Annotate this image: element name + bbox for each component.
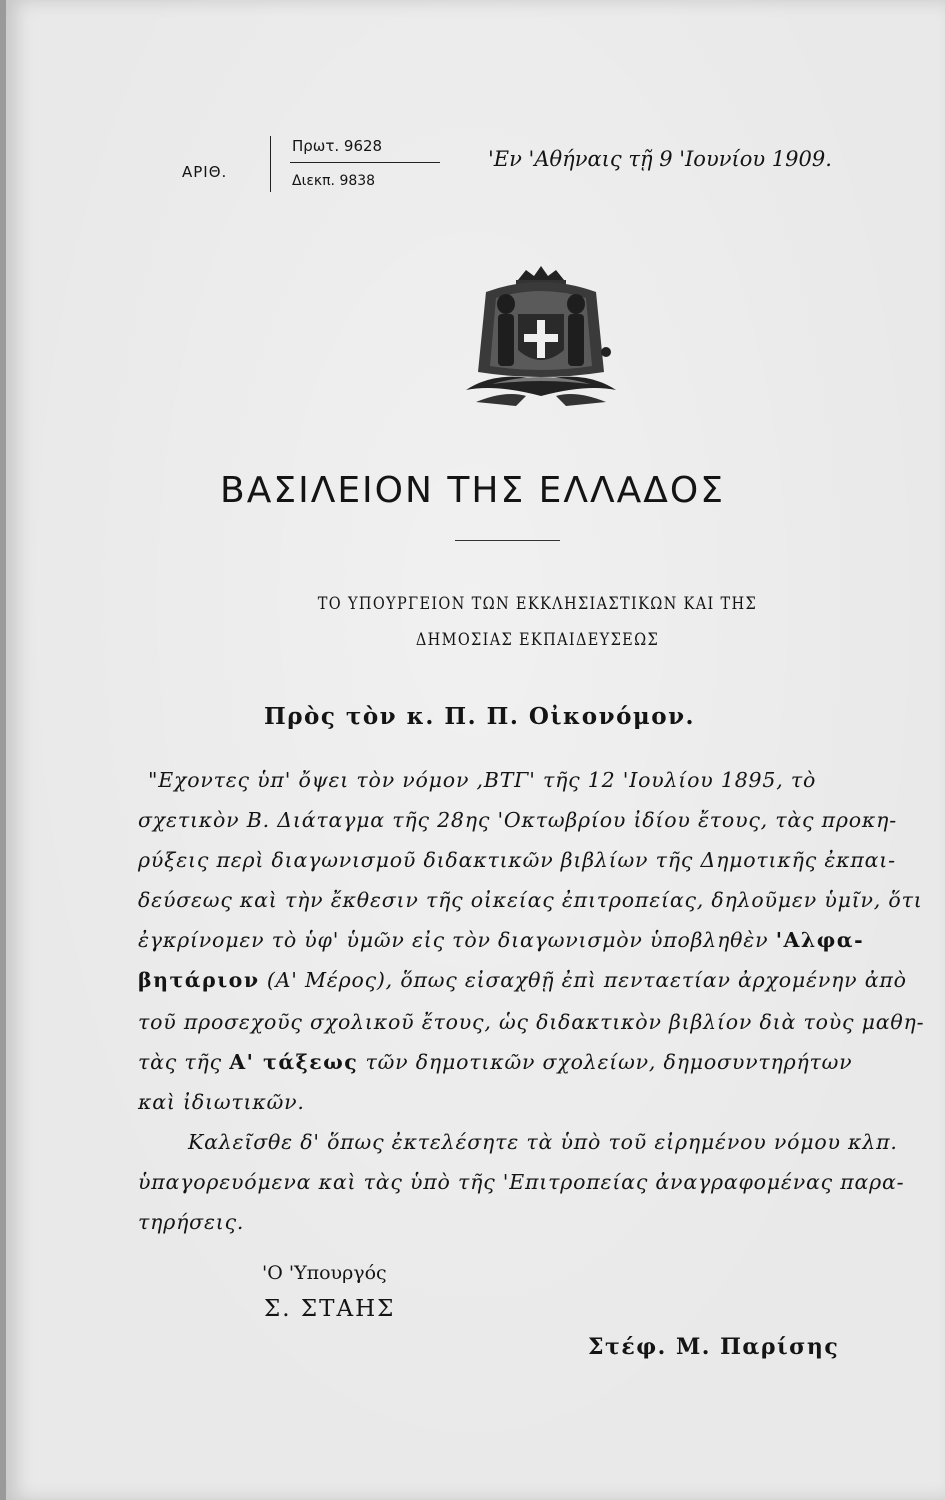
minister-name: Σ. ΣΤΑΗΣ: [264, 1296, 396, 1322]
body-line: ρύξεις περὶ διαγωνισμοῦ διδακτικῶν βιβλίων τῆς Δημοτικῆς ἐκπαι-: [138, 848, 896, 872]
ref-label: ΑΡΙΘ.: [182, 163, 228, 181]
book-title: 'Αλφα-: [775, 928, 865, 952]
body-line: Καλεῖσθε δ' ὅπως ἐκτελέσητε τὰ ὑπὸ τοῦ εἰρημένου νόμου κλπ.: [188, 1130, 898, 1154]
ministry-line-2: ΔΗΜΟΣΙΑΣ ΕΚΠΑΙΔΕΥΣΕΩΣ: [415, 630, 660, 649]
ministry-line-1: ΤΟ ΥΠΟΥΡΓΕΙΟΝ ΤΩΝ ΕΚΚΛΗΣΙΑΣΤΙΚΩΝ ΚΑΙ ΤΗΣ: [317, 594, 758, 613]
body-line: τηρήσεις.: [138, 1210, 245, 1234]
body-line: [138, 1050, 938, 1074]
coat-of-arms-icon: [456, 262, 626, 422]
body-line: δεύσεως καὶ τὴν ἔκθεσιν τῆς οἰκείας ἐπιτροπείας, δηλοῦμεν ὑμῖν, ὅτι: [138, 888, 923, 912]
body-line: [138, 928, 938, 952]
dispatch-number: Διεκπ. 9838: [292, 173, 376, 189]
body-line: σχετικὸν Β. Διάταγμα τῆς 28ης 'Οκτωβρίου ἰδίου ἔτους, τὰς προκη-: [138, 808, 897, 832]
body-text: (Α' Μέρος), ὅπως εἰσαχθῇ ἐπὶ πενταετίαν ἀρχομένην ἀπὸ: [259, 968, 907, 992]
protocol-number: Πρωτ. 9628: [292, 137, 383, 155]
divider: [290, 162, 440, 163]
secretary-name: Στέφ. Μ. Παρίσης: [588, 1334, 840, 1360]
title-rule: [455, 540, 560, 541]
addressee: Πρὸς τὸν κ. Π. Π. Οἰκονόμον.: [264, 703, 696, 730]
brace: [270, 136, 277, 192]
body-line: "Εχοντες ὑπ' ὄψει τὸν νόμον ,ΒΤΓ' τῆς 12 'Ιουλίου 1895, τὸ: [148, 768, 817, 792]
kingdom-title: ΒΑΣΙΛΕΙΟΝ ΤΗΣ ΕΛΛΑΔΟΣ: [220, 470, 725, 511]
body-line: [138, 968, 938, 992]
body-line: τοῦ προσεχοῦς σχολικοῦ ἔτους, ὡς διδακτικὸν βιβλίον διὰ τοὺς μαθη-: [138, 1010, 925, 1034]
book-title: βητάριον: [138, 968, 260, 992]
reference-block: [182, 128, 442, 198]
body-line: καὶ ἰδιωτικῶν.: [138, 1090, 305, 1114]
grade-name: Α' τάξεως: [229, 1050, 359, 1074]
body-text: τῶν δημοτικῶν σχολείων, δημοσυντηρήτων: [358, 1050, 853, 1074]
body-line: ὑπαγορευόμενα καὶ τὰς ὑπὸ τῆς 'Επιτροπείας ἀναγραφομένας παρα-: [138, 1170, 905, 1194]
date-line: 'Εν 'Αθήναις τῇ 9 'Ιουνίου 1909.: [488, 147, 832, 171]
body-text: ἐγκρίνομεν τὸ ὑφ' ὑμῶν εἰς τὸν διαγωνισμὸν ὑποβληθὲν: [138, 928, 776, 952]
signature-role: 'Ο 'Υπουργός: [262, 1262, 387, 1284]
body-text: τὰς τῆς: [138, 1050, 230, 1074]
